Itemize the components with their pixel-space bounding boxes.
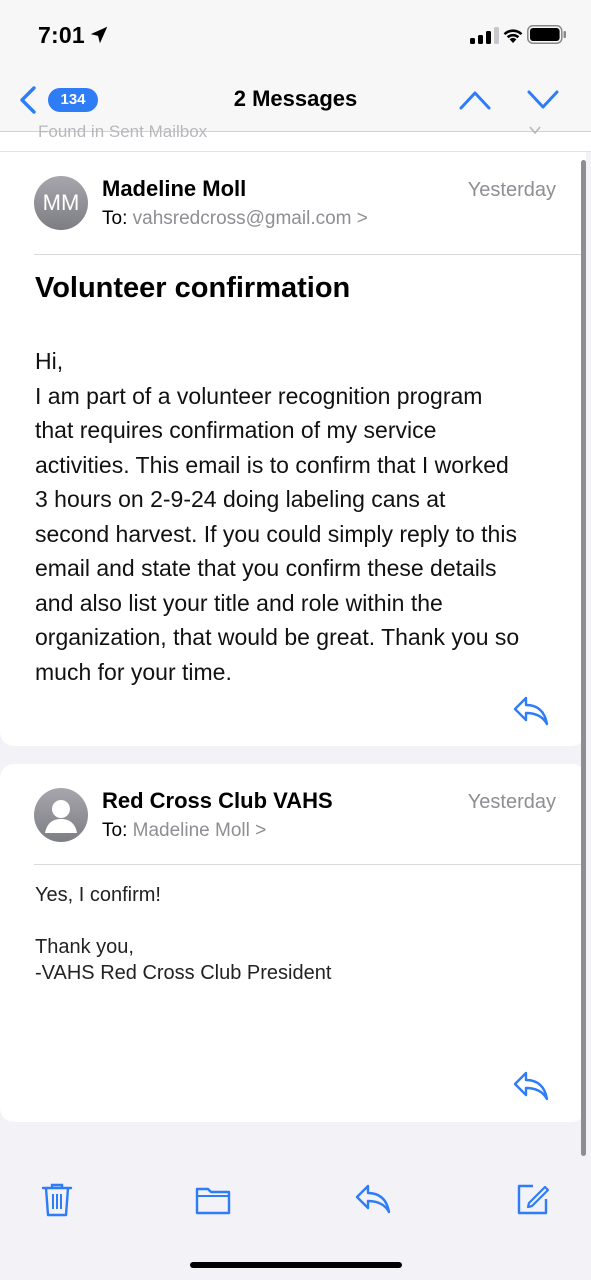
person-silhouette-icon (34, 788, 88, 842)
bottom-toolbar (0, 1160, 591, 1240)
body-line: -VAHS Red Cross Club President (35, 962, 332, 984)
body-line: I am part of a volunteer recognition program (35, 382, 483, 409)
recipient-address[interactable]: vahsredcross@gmail.com > (132, 208, 368, 229)
reply-icon[interactable] (512, 1070, 550, 1102)
header-divider (34, 864, 586, 865)
body-line (35, 908, 555, 934)
message-body (35, 882, 555, 986)
message-date: Yesterday (467, 791, 556, 813)
scroll-indicator[interactable] (581, 160, 586, 1156)
reply-icon[interactable] (354, 1180, 392, 1218)
header-divider (34, 254, 586, 255)
message-date: Yesterday (467, 179, 556, 201)
recipient-address[interactable]: Madeline Moll > (132, 820, 267, 841)
compose-icon[interactable] (514, 1180, 552, 1218)
reply-icon[interactable] (512, 695, 550, 727)
message-card (0, 152, 586, 746)
home-indicator (190, 1262, 402, 1268)
message-body (35, 344, 565, 689)
back-count-badge[interactable]: 134 (48, 88, 98, 112)
wifi-icon (501, 24, 525, 44)
person-avatar-icon[interactable] (34, 788, 88, 842)
trash-icon[interactable] (38, 1180, 76, 1218)
body-line: organization, that would be great. Thank you so (35, 624, 520, 650)
chevron-up-icon[interactable] (458, 88, 492, 112)
chevron-down-small-icon (528, 124, 542, 138)
recipient-line[interactable] (102, 208, 368, 230)
folder-icon[interactable] (194, 1180, 232, 1218)
body-line: activities. This email is to confirm that I worked (35, 451, 509, 478)
body-line: email and state that you confirm these details (35, 555, 497, 581)
cellular-signal-icon (470, 27, 499, 44)
collapsed-message-text: Found in Sent Mailbox (38, 122, 208, 141)
status-bar (0, 0, 591, 70)
location-arrow-icon (88, 24, 110, 46)
sender-name: Red Cross Club VAHS (102, 788, 333, 813)
page-title: 2 Messages (233, 86, 358, 111)
body-line: 3 hours on 2-9-24 doing labeling cans at (35, 486, 446, 512)
battery-icon (527, 25, 567, 44)
to-label: To: (102, 208, 128, 229)
message-card (0, 764, 586, 1122)
collapsed-message-row[interactable] (0, 122, 591, 152)
recipient-line[interactable] (102, 820, 266, 842)
to-label: To: (102, 820, 128, 841)
body-line: Yes, I confirm! (35, 884, 161, 906)
body-line: second harvest. If you could simply reply to this (35, 520, 517, 547)
body-line: Hi, (35, 348, 64, 374)
chevron-down-icon[interactable] (526, 88, 560, 112)
body-line: and also list your title and role within the (35, 589, 443, 616)
body-line: that requires confirmation of my service (35, 417, 437, 443)
body-line: much for your time. (35, 658, 232, 685)
body-line: Thank you, (35, 936, 134, 958)
message-subject: Volunteer confirmation (35, 272, 351, 304)
status-time: 7:01 (38, 22, 85, 48)
avatar[interactable]: MM (34, 176, 88, 230)
sender-name: Madeline Moll (102, 176, 247, 201)
